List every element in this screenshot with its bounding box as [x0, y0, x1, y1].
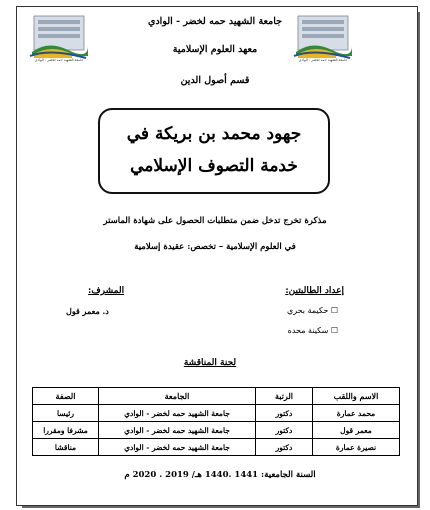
member-university: جامعة الشهيد حمه لخضر - الوادي [99, 439, 256, 456]
member-rank: دكتور [256, 422, 313, 439]
member-university: جامعة الشهيد حمه لخضر - الوادي [99, 405, 256, 422]
col-rank-header: الرتبة [256, 388, 313, 405]
students-label: إعداد الطالبتين: [285, 286, 344, 296]
table-row [33, 422, 400, 439]
supervisor-label: المشرف: [88, 286, 125, 296]
student-1-name: حكيمة بحري [286, 306, 329, 315]
university-name: جامعة الشهيد حمه لخضر - الوادي [148, 16, 282, 27]
student-2-name: سكينة محده [287, 326, 329, 335]
committee-table [32, 387, 400, 456]
col-name-header: الاسم واللقب [313, 388, 400, 405]
specialization: في العلوم الإسلامية – تخصص: عقيدة إسلامية [134, 242, 296, 252]
member-university: جامعة الشهيد حمه لخضر - الوادي [99, 422, 256, 439]
thesis-title-line2: خدمة التصوف الإسلامي [130, 156, 298, 176]
member-rank: دكتور [256, 405, 313, 422]
member-name: محمد عمارة [313, 405, 400, 422]
table-header-row [33, 388, 400, 405]
logo-caption-right: جامعة الشهيد حمه لخضر - الوادي [298, 58, 348, 62]
table-row [33, 439, 400, 456]
logo-caption-left: جامعة الشهيد حمه لخضر - الوادي [34, 58, 84, 62]
committee-label: لجنة المناقشة [183, 358, 237, 368]
member-rank: دكتور [256, 439, 313, 456]
thesis-title-box [98, 108, 330, 194]
student-1 [287, 306, 338, 315]
member-role: رئيسا [33, 405, 99, 422]
table-row [33, 405, 400, 422]
member-role: مناقشا [33, 439, 99, 456]
thesis-title-line1: جهود محمد بن بريكة في [126, 124, 302, 144]
degree-statement: مذكرة تخرج تدخل ضمن متطلبات الحصول على شهادة الماستر [103, 216, 327, 226]
checkbox-icon: ☐ [328, 306, 338, 315]
department-name: قسم أصول الدين [180, 75, 250, 86]
checkbox-icon: ☐ [328, 326, 338, 335]
member-role: مشرفا ومقررا [33, 422, 99, 439]
col-university-header: الجامعة [99, 388, 256, 405]
member-name: نصيرة عمارة [313, 439, 400, 456]
institute-name: معهد العلوم الإسلامية [172, 44, 258, 55]
supervisor-name: د. معمر قول [66, 306, 109, 316]
academic-year: السنة الجامعية: 1441 .1440 هـ/ 2019 . 2020 م [124, 470, 316, 480]
student-2 [288, 326, 338, 335]
member-name: معمر قول [313, 422, 400, 439]
col-role-header: الصفة [33, 388, 99, 405]
